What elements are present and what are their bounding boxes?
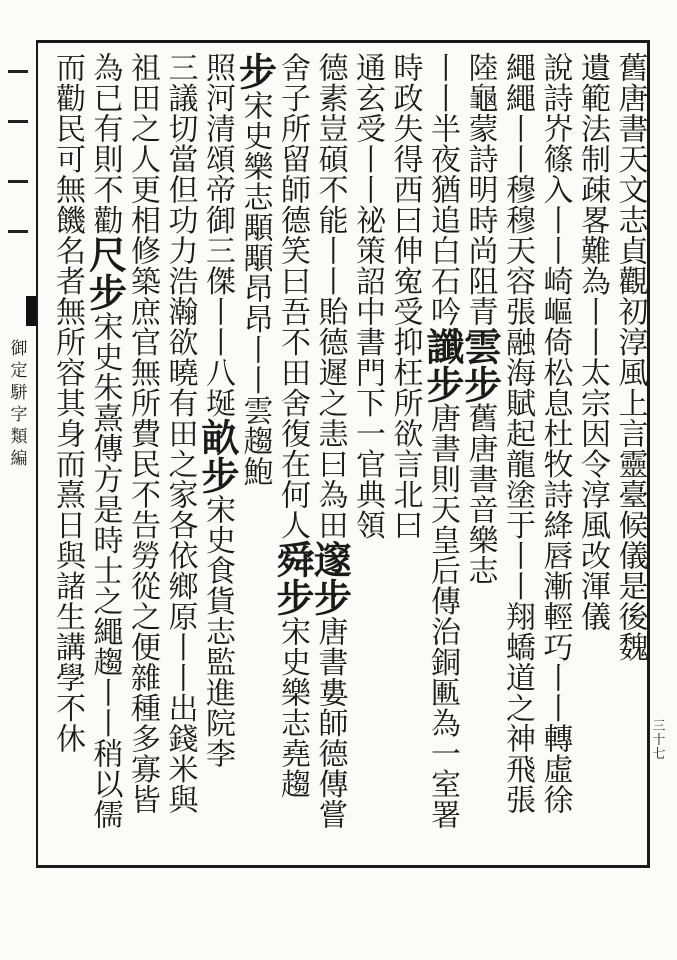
margin-tick — [8, 230, 28, 233]
column-text: 丨丨半夜猶追白石吟 — [425, 52, 460, 327]
column-text: 遺範法制疎畧難為丨丨太宗因令淳風改渾儀 — [575, 52, 610, 632]
column-text: 而勸民可無饑 — [50, 52, 85, 235]
column-text: 德素豈碩不能丨丨貽德遲之恚曰為田 — [312, 52, 348, 540]
column-text: 通玄受丨丨祕策詔中書門下一官典領 — [350, 52, 385, 540]
column-text: 三議切當但功力浩瀚欲曉有田之家各依鄉原丨丨出錢米與 — [162, 52, 198, 815]
folio-number: 三十七 — [652, 719, 666, 762]
column-text: 舊唐書音樂志 — [462, 402, 498, 586]
text-column — [44, 52, 90, 754]
column-text: 宋史朱熹傳方是時士之繩趨丨丨稍以儒 — [87, 311, 123, 830]
frame-bottom-rule — [36, 865, 650, 868]
column-text: 繩繩丨丨穆穆天容張融海賦起龍塗于丨丨翔蟜道之神飛張 — [500, 52, 535, 815]
column-text: 照河清頌帝御三傑丨丨八埏 — [200, 52, 235, 418]
column-text: 祖田之人更相修築庶官無所費民不告勞從之便雜種多寡皆 — [125, 52, 160, 815]
column-text: 時政失得西曰伸寃受抑枉所欲言北曰 — [387, 52, 423, 540]
column-text: 陸龜蒙詩明時尚阻青 — [462, 52, 498, 327]
fish-tail-mark — [26, 296, 36, 326]
margin-tick — [8, 70, 28, 73]
column-text: 宋史樂志顒顒昂昂丨丨雲趨鮑 — [237, 90, 273, 487]
column-text: 唐書則天皇后傳治銅匭為一室署 — [425, 402, 460, 830]
column-text: 宋史食貨志監進院李 — [200, 494, 235, 769]
column-text: 為已有則不勸 — [87, 52, 123, 235]
headword: 畝步 — [195, 418, 240, 494]
headword: 邃步 — [307, 540, 353, 616]
frame-top-rule — [36, 40, 650, 43]
margin-tick — [8, 180, 28, 183]
headword: 雲步 — [457, 326, 503, 403]
edge-title: 御定駢字類編 — [10, 339, 28, 469]
column-text: 唐書婁師德傳嘗 — [312, 616, 348, 830]
frame-left-rule — [36, 40, 38, 868]
headword: 步 — [232, 52, 278, 90]
headword: 讖步 — [420, 326, 465, 403]
column-text: 說詩岕篠入丨丨崎嶇倚松息杜牧詩絳唇漸輕巧丨丨轉虛徐 — [537, 52, 573, 815]
margin-tick — [8, 120, 28, 123]
column-text: 舊唐書天文志貞觀初淳風上言靈臺候儀是後魏 — [612, 52, 648, 662]
column-text: 名者無所容其身而熹日與諸生講學不休 — [50, 235, 85, 754]
column-text: 舍子所留師德笑曰吾不田舍復在何人 — [275, 52, 310, 540]
headword: 尺步 — [82, 235, 128, 311]
headword: 舜步 — [270, 540, 315, 616]
column-text: 宋史樂志堯趨 — [275, 616, 310, 799]
